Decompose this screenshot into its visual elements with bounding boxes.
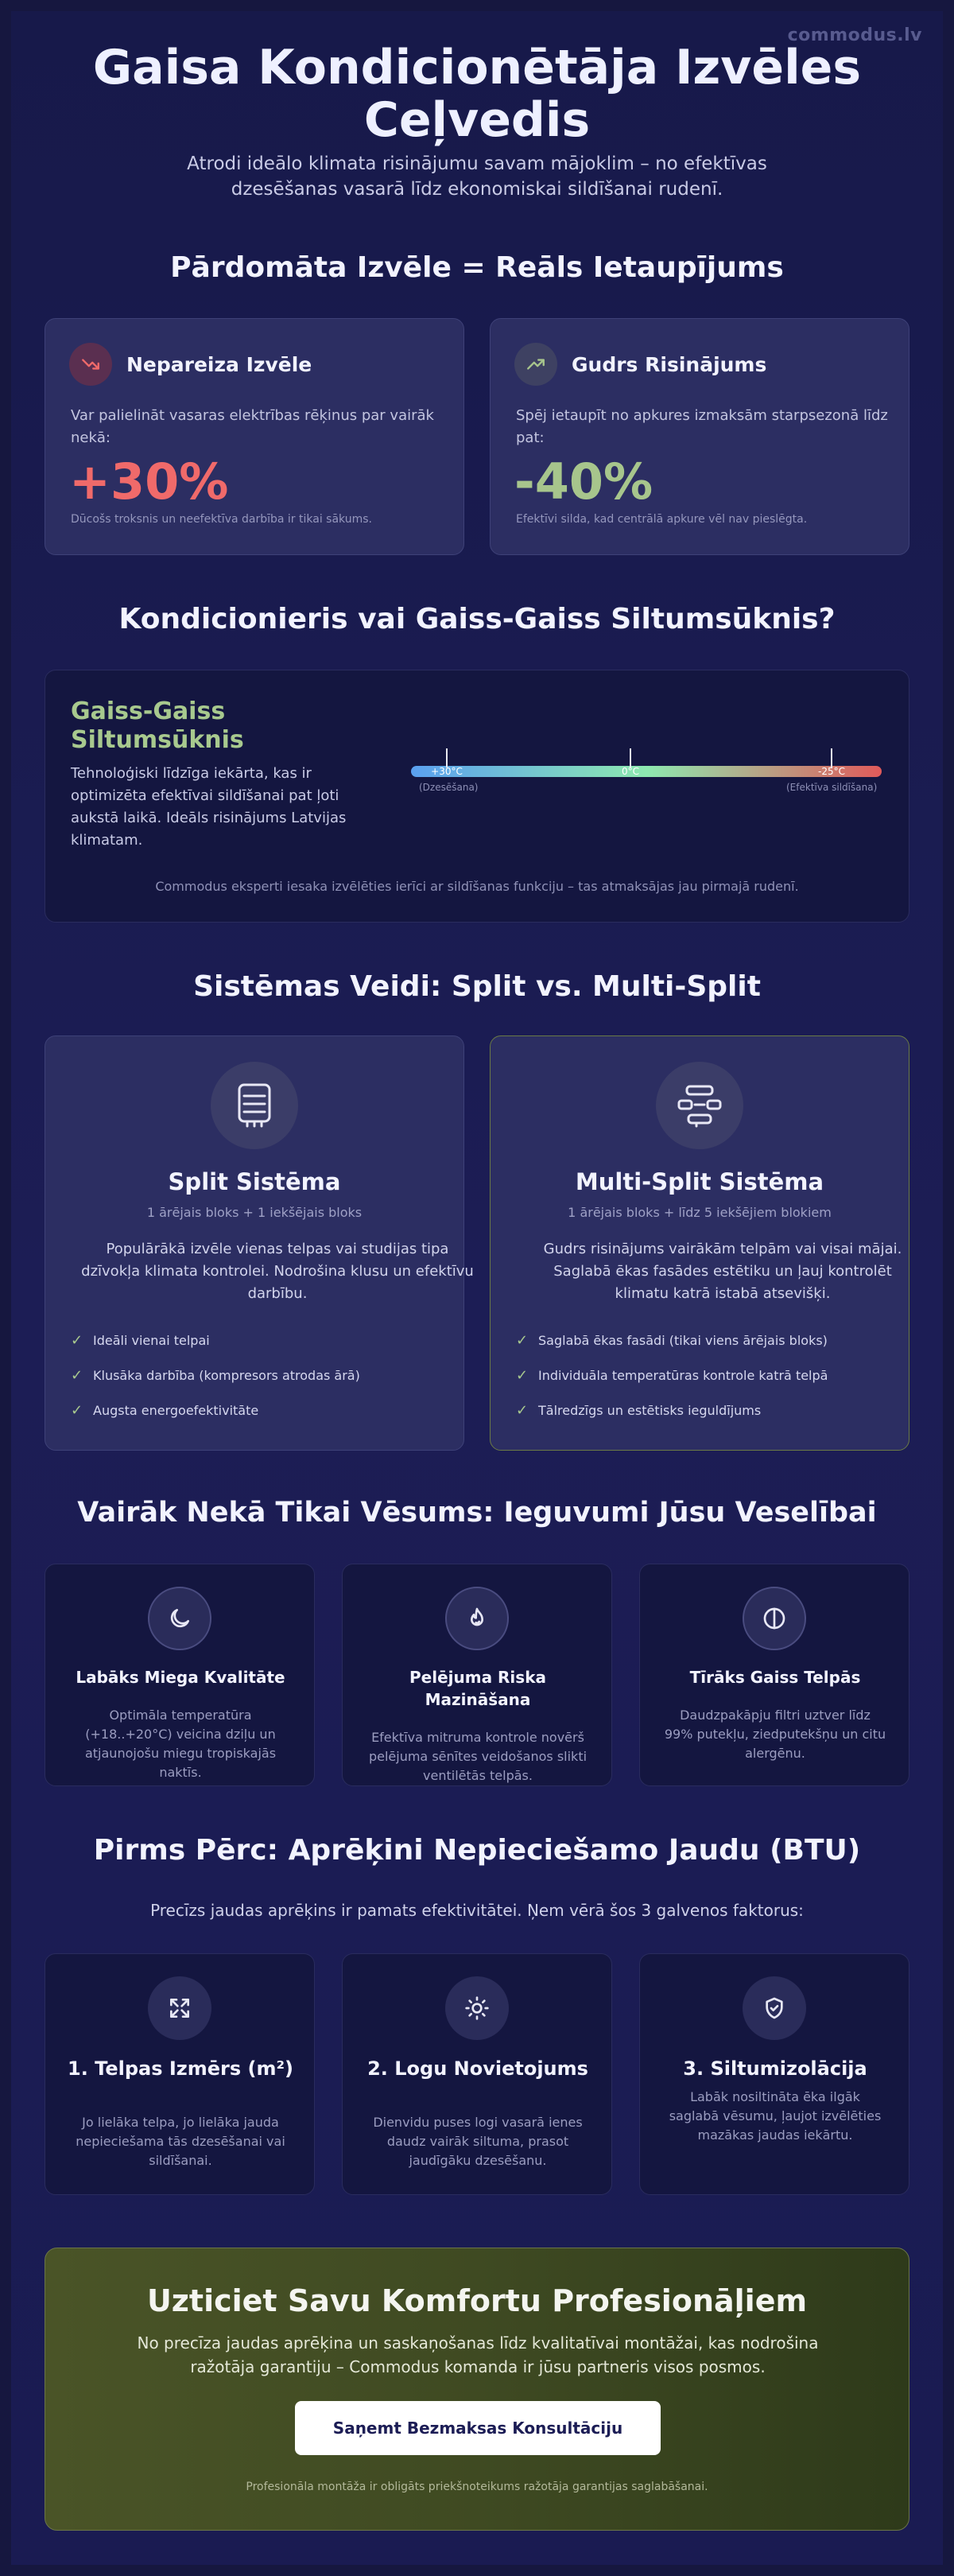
wrong-choice-desc: Var palielināt vasaras elektrības rēķinus par vairāk nekā: xyxy=(71,407,434,446)
check-icon: ✓ xyxy=(516,1331,529,1349)
split-subtitle: 1 ārējais bloks + 1 iekšējais bloks xyxy=(146,1205,363,1220)
benefit-desc: Optimāla temperatūra (+18..+20°C) veicina dziļu un atjaunojošu miegu tropiskajās naktīs. xyxy=(84,1708,277,1780)
cta-desc: No precīza jaudas aprēķina un saskaņošanas līdz kvalitatīvai montāžai, kas nodrošina ražotāja garantiju – Commodus komanda ir jūsu partneris visos posmos. xyxy=(137,2333,819,2376)
scale-tick-zero xyxy=(630,748,631,767)
btu-factor-desc: Labāk nosiltināta ēka ilgāk saglabā vēsumu, ļaujot izvēlēties mazākas jaudas iekārtu. xyxy=(669,2089,882,2143)
btu-card-room-size xyxy=(45,1953,315,2195)
benefit-card-air xyxy=(639,1564,909,1786)
list-item xyxy=(516,1393,828,1428)
heatpump-section-title: Kondicionieris vai Gaiss-Gaiss Siltumsūknis? xyxy=(118,603,836,635)
split-title: Split Sistēma xyxy=(168,1168,341,1195)
smart-choice-card xyxy=(490,318,909,555)
page-subtitle: Atrodi ideālo klimata risinājumu savam mājoklim – no efektīvas dzesēšanas vasarā līdz ekonomiskai sildīšanai rudenī. xyxy=(187,153,767,200)
benefit-desc: Efektīva mitruma kontrole novērš pelējuma sēnītes veidošanos slikti ventilētās telpās. xyxy=(368,1730,588,1783)
wrong-choice-header xyxy=(69,343,312,386)
feature-text: Augsta energoefektivitāte xyxy=(93,1402,259,1418)
benefit-title: Labāks Miega Kvalitāte xyxy=(76,1668,285,1687)
scale-tick-hot xyxy=(446,748,448,767)
moon-icon xyxy=(148,1587,211,1650)
cta-title: Uzticiet Savu Komfortu Profesionāļiem xyxy=(146,2283,808,2318)
systems-section-title: Sistēmas Veidi: Split vs. Multi-Split xyxy=(193,970,761,1003)
cta-note: Profesionāla montāža ir obligāts priekšnoteikums ražotāja garantijas saglabāšanai. xyxy=(246,2481,708,2493)
list-item xyxy=(516,1323,828,1358)
feature-text: Tālredzīgs un estētisks ieguldījums xyxy=(538,1402,762,1418)
free-consultation-button[interactable]: Saņemt Bezmaksas Konsultāciju xyxy=(295,2401,661,2455)
feature-text: Ideāli vienai telpai xyxy=(93,1332,210,1348)
smart-choice-desc: Spēj ietaupīt no apkures izmaksām starpsezonā līdz pat: xyxy=(516,407,888,446)
list-item xyxy=(71,1358,360,1393)
split-desc: Populārākā izvēle vienas telpas vai studijas tipa dzīvokļa klimata kontrolei. Nodrošina klusu un efektīvu darbību. xyxy=(81,1241,474,1302)
split-system-card xyxy=(45,1035,474,1451)
scale-label-zero: 0°C xyxy=(621,766,639,777)
benefit-title: Pelējuma Riska Mazināšana xyxy=(409,1668,546,1709)
multi-split-subtitle: 1 ārējais bloks + līdz 5 iekšējiem blokiem xyxy=(568,1205,832,1220)
benefit-title: Tīrāks Gaiss Telpās xyxy=(689,1668,861,1687)
page-title: Gaisa Kondicionētāja Izvēles Ceļvedis xyxy=(92,40,862,148)
heatpump-title: Gaiss-Gaiss Siltumsūknis xyxy=(71,697,244,754)
check-icon: ✓ xyxy=(516,1401,529,1419)
check-icon: ✓ xyxy=(71,1366,83,1384)
multi-split-title: Multi-Split Sistēma xyxy=(575,1168,824,1195)
btu-factor-title: 2. Logu Novietojums xyxy=(367,2057,588,2080)
circle-half-icon xyxy=(743,1587,806,1650)
scale-sublabel-cooling: (Dzesēšana) xyxy=(419,782,479,793)
btu-card-insulation xyxy=(639,1953,909,2195)
heatpump-card xyxy=(45,670,909,923)
smart-choice-header xyxy=(514,343,766,386)
brand-logo[interactable]: commodus.lv xyxy=(787,25,922,45)
feature-text: Individuāla temperatūras kontrole katrā telpā xyxy=(538,1367,828,1383)
benefits-section-title: Vairāk Nekā Tikai Vēsums: Ieguvumi Jūsu Veselībai xyxy=(77,1497,877,1529)
trending-down-icon xyxy=(69,343,112,386)
btu-factor-title: 3. Siltumizolācija xyxy=(683,2057,867,2080)
list-item xyxy=(71,1393,360,1428)
indoor-unit-icon xyxy=(211,1062,298,1149)
multi-split-feature-list xyxy=(516,1323,828,1428)
btu-factor-desc: Dienvidu puses logi vasarā ienes daudz vairāk siltuma, prasot jaudīgāku dzesēšanu. xyxy=(373,2115,583,2168)
smart-choice-value: -40% xyxy=(514,453,653,511)
check-icon: ✓ xyxy=(71,1401,83,1419)
multi-split-desc: Gudrs risinājums vairākām telpām vai visai mājai. Saglabā ēkas fasādes estētiku un ļauj kontrolēt klimatu katrā istabā atsevišķi. xyxy=(543,1241,902,1302)
wrong-choice-title: Nepareiza Izvēle xyxy=(126,352,312,376)
btu-intro: Precīzs jaudas aprēķins ir pamats efektivitātei. Ņem vērā šos 3 galvenos faktorus: xyxy=(150,1901,804,1920)
savings-section-title: Pārdomāta Izvēle = Reāls Ietaupījums xyxy=(170,251,784,284)
benefit-card-sleep xyxy=(45,1564,315,1786)
benefit-card-mold xyxy=(342,1564,612,1786)
multi-unit-icon xyxy=(656,1062,743,1149)
benefit-desc: Daudzpakāpju filtri uztver līdz 99% putekļu, ziedputekšņu un citu alergēnu. xyxy=(664,1708,886,1761)
scale-sublabel-heating: (Efektīva sildīšana) xyxy=(786,782,878,793)
feature-text: Saglabā ēkas fasādi (tikai viens ārējais bloks) xyxy=(538,1332,828,1348)
expand-icon xyxy=(148,1976,211,2040)
list-item xyxy=(71,1323,360,1358)
btu-section-title: Pirms Pērc: Aprēķini Nepieciešamo Jaudu (BTU) xyxy=(93,1834,861,1867)
heatpump-recommendation: Commodus eksperti iesaka izvēlēties ierīci ar sildīšanas funkciju – tas atmaksājas jau pirmajā rudenī. xyxy=(155,879,799,894)
scale-label-cold: -25°C xyxy=(818,766,845,777)
smart-choice-note: Efektīvi silda, kad centrālā apkure vēl nav pieslēgta. xyxy=(516,513,808,526)
scale-label-hot: +30°C xyxy=(431,766,463,777)
heatpump-desc: Tehnoloģiski līdzīga iekārta, kas ir optimizēta efektīvai sildīšanai pat ļoti aukstā laikā. Ideāls risinājums Latvijas klimatam. xyxy=(71,765,347,849)
check-icon: ✓ xyxy=(71,1331,83,1349)
sun-icon xyxy=(445,1976,509,2040)
wrong-choice-note: Dūcošs troksnis un neefektīva darbība ir tikai sākums. xyxy=(71,513,372,526)
feature-text: Klusāka darbība (kompresors atrodas ārā) xyxy=(93,1367,360,1383)
btu-factor-desc: Jo lielāka telpa, jo lielāka jauda nepieciešama tās dzesēšanai vai sildīšanai. xyxy=(76,2115,285,2168)
btu-factor-title: 1. Telpas Izmērs (m²) xyxy=(68,2057,293,2080)
cta-panel xyxy=(45,2248,909,2531)
wrong-choice-value: +30% xyxy=(69,453,229,511)
trending-up-icon xyxy=(514,343,557,386)
btu-card-windows xyxy=(342,1953,612,2195)
wrong-choice-card xyxy=(45,318,464,555)
split-feature-list xyxy=(71,1323,360,1428)
flame-drop-icon xyxy=(445,1587,509,1650)
temperature-scale-bar xyxy=(411,766,882,777)
multi-split-system-card xyxy=(490,1035,909,1451)
smart-choice-title: Gudrs Risinājums xyxy=(572,352,767,376)
check-icon: ✓ xyxy=(516,1366,529,1384)
scale-tick-cold xyxy=(831,748,832,767)
shield-check-icon xyxy=(743,1976,806,2040)
list-item xyxy=(516,1358,828,1393)
